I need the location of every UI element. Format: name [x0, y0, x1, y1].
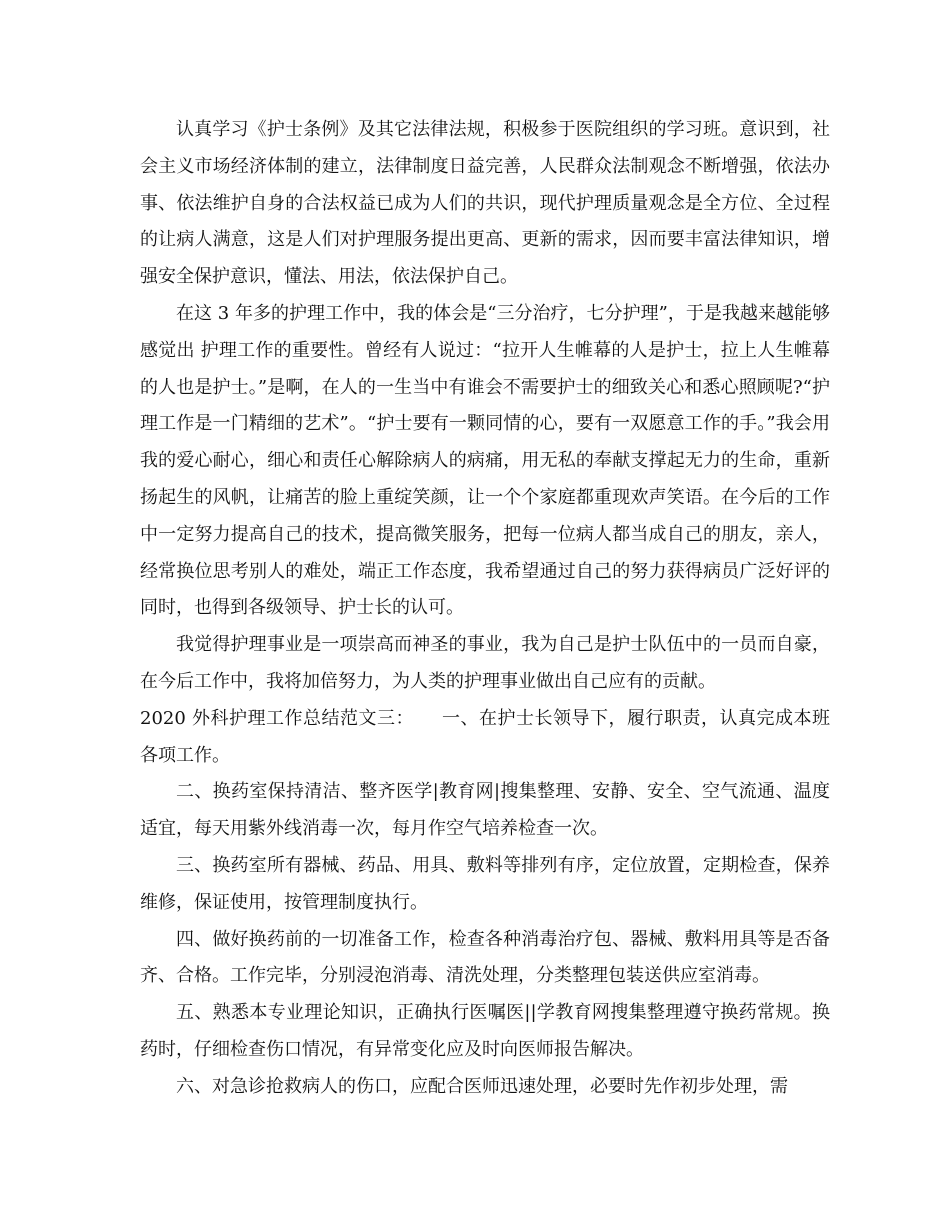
paragraph-nursing-career: 我觉得护理事业是一项崇高而神圣的事业，我为自己是护士队伍中的一员而自豪，在今后工作中，我将加倍努力，为人类的护理事业做出自己应有的贡献。 — [140, 634, 830, 692]
paragraph-item-2: 二、换药室保持清洁、整齐医学|教育网|搜集整理、安静、安全、空气流通、温度适宜，每天用紫外线消毒一次，每月作空气培养检查一次。 — [140, 781, 830, 840]
paragraph-item-4: 四、做好换药前的一切准备工作，检查各种消毒治疗包、器械、敷料用具等是否备齐、合格。工作完毕，分别浸泡消毒、清洗处理，分类整理包装送供应室消毒。 — [140, 928, 830, 987]
paragraph-item-3: 三、换药室所有器械、药品、用具、敷料等排列有序，定位放置，定期检查，保养维修，保证使用，按管理制度执行。 — [140, 854, 830, 913]
paragraph-nursing-regulations: 认真学习《护士条例》及其它法律法规，积极参于医院组织的学习班。意识到，社会主义市场经济体制的建立，法律制度日益完善，人民群众法制观念不断增强，依法办事、依法维护自身的合法权益已成为人们的共识，现代护理质量观念是全方位、全过程的让病人满意，这是人们对护理服务提出更高、更新的需求，因而要丰富法律知识，增强安全保护意识，懂法、用法，依法保护自己。 — [140, 119, 830, 288]
paragraph-item-6: 六、对急诊抢救病人的伤口，应配合医师迅速处理，必要时先作初步处理，需 — [176, 1075, 788, 1097]
document-page — [140, 112, 830, 1106]
paragraph-nursing-experience: 在这 3 年多的护理工作中，我的体会是“三分治疗，七分护理”，于是我越来越能够感觉出 护理工作的重要性。曾经有人说过：“拉开人生帷幕的人是护士，拉上人生帷幕的人也是护士。”是啊，在人的一生当中有谁会不需要护士的细致关心和悉心照顾呢?“护理工作是一门精细的艺术”。“护士要有一颗同情的心，要有一双愿意工作的手。”我会用我的爱心耐心，细心和责任心解除病人的病痛，用无私的奉献支撑起无力的生命，重新扬起生的风帆，让痛苦的脸上重绽笑颜，让一个个家庭都重现欢声笑语。在今后的工作中一定努力提高自己的技术，提高微笑服务，把每一位病人都当成自己的朋友，亲人，经常换位思考别人的难处，端正工作态度，我希望通过自己的努力获得病员广泛好评的同时，也得到各级领导、护士长的认可。 — [140, 302, 830, 619]
paragraph-item-5: 五、熟悉本专业理论知识，正确执行医嘱医||学教育网搜集整理遵守换药常规。换药时，仔细检查伤口情况，有异常变化应及时向医师报告解决。 — [140, 1002, 830, 1060]
paragraph-summary-heading: 2020 外科护理工作总结范文三： 一、在护士长领导下，履行职责，认真完成本班各项工作。 — [140, 707, 830, 766]
